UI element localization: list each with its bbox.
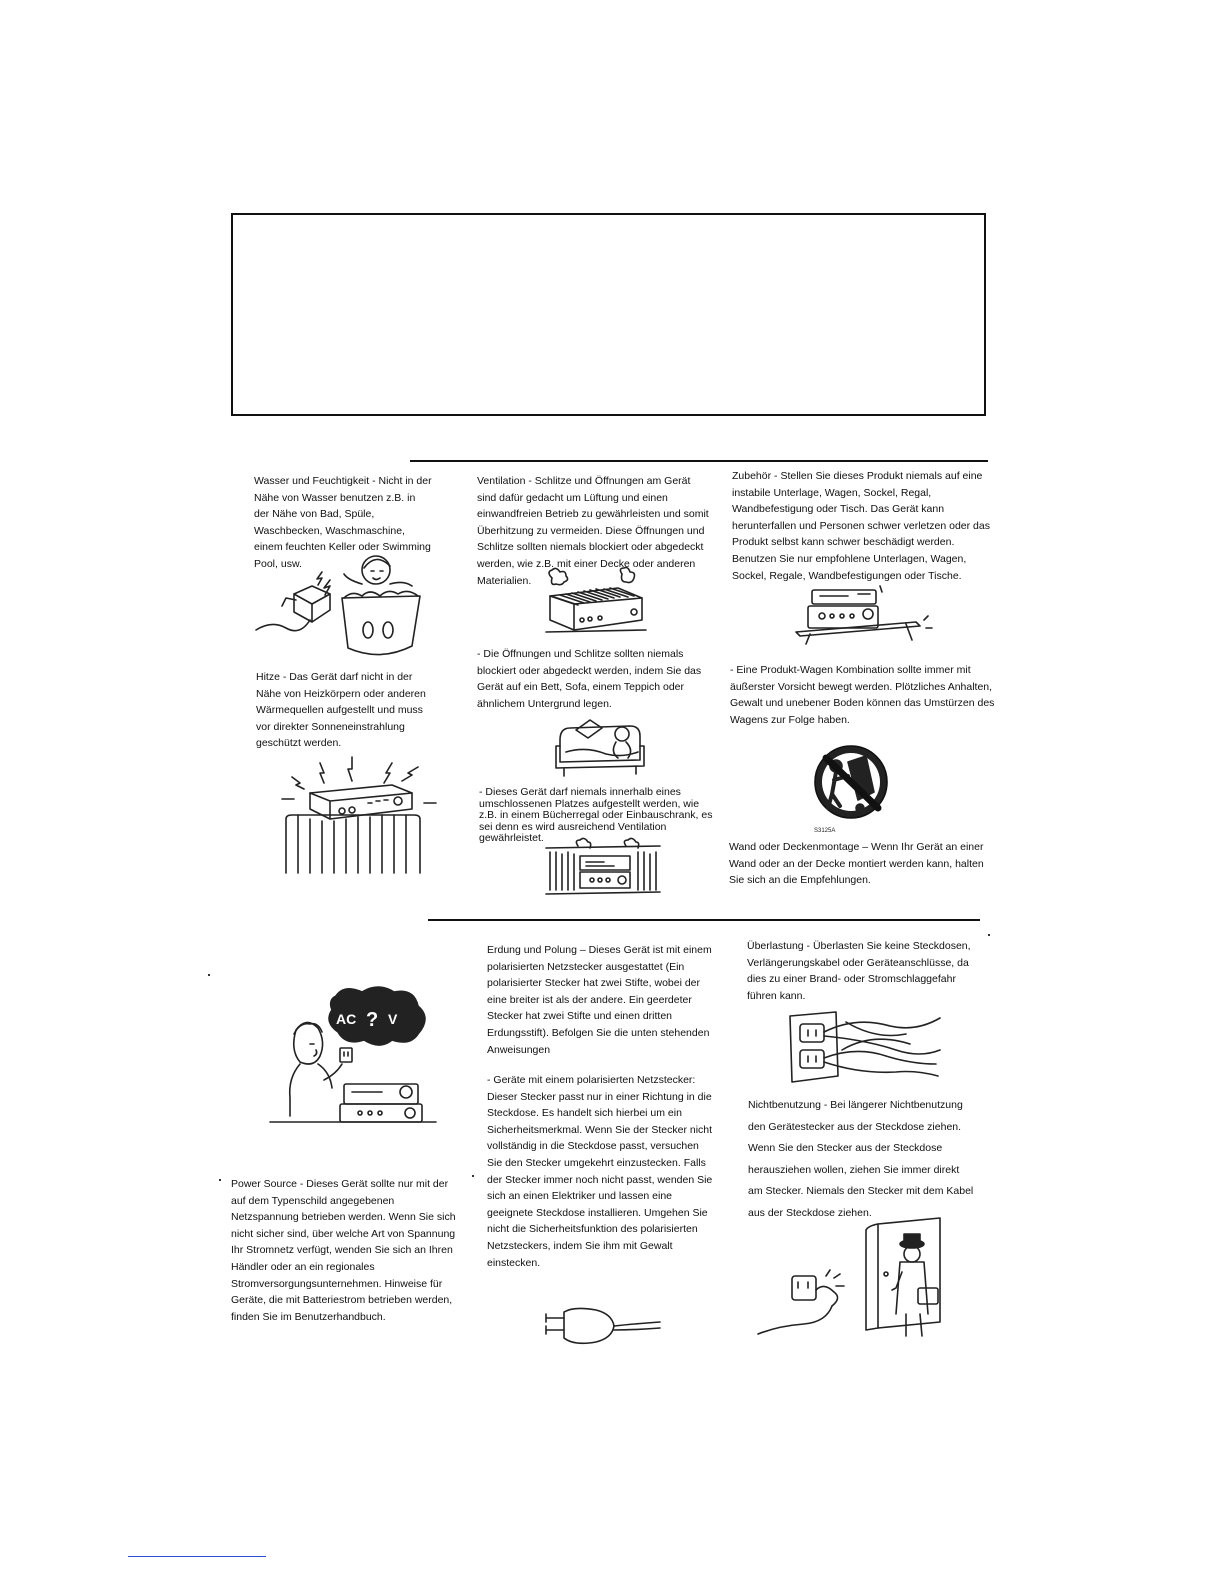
scan-speck [208,974,210,976]
section-divider-top [410,460,988,462]
unstable-table-illustration [796,582,936,644]
polarized-plug-illustration [542,1304,662,1346]
heat-text: Hitze - Das Gerät darf nicht in der Nähe von Heizkörpern oder anderen Wärmequellen aufgestellt und muss vor direkter Sonneneinstrahlung geschützt werden. [256,671,426,750]
bubble-ac-label: AC [336,1011,357,1027]
cart-warning-icon [808,744,898,834]
ventilation-enclosed-text: - Dieses Gerät darf niemals innerhalb eines umschlossenen Platzes aufgestellt werden, wie z.B. in einem Bücherregal oder Einbauschrank, es sei denn es wird ausreichend Ventilation gewährleistet. [479,786,713,844]
polarized-plug-text: - Geräte mit einem polarisierten Netzstecker: Dieser Stecker passt nur in einer Richtung in die Steckdose. Es handelt sich hierbei um ein Sicherheitsmerkmal. Wenn Sie der Stecker nicht vollständig in die Steckdose passt, versuchen Sie den Stecker umgekehrt einzustecken. Falls der Stecker immer noch nicht passt, wenden Sie sich an einen Elektriker und lassen eine geeignete Steckdose installieren. Umgehen Sie nicht die Sicherheitsfunktion des polarisierten Netzsteckers, indem Sie ihm mit Gewalt einstecken. [487,1074,713,1269]
wall-mount-text: Wand oder Deckenmontage – Wenn Ihr Gerät an einer Wand oder an der Decke montiert werden kann, halten Sie sich an die Empfehlungen. [729,841,984,887]
cart-text: - Eine Produkt-Wagen Kombination sollte immer mit äußerster Vorsicht bewegt werden. Plötzliches Anhalten, Gewalt und unebener Boden können das Umstürzen des Wagens zur Folge haben. [730,664,995,726]
accessories-text: Zubehör - Stellen Sie dieses Produkt niemals auf eine instabile Unterlage, Wagen, Sockel, Regal, Wandbefestigung oder Tisch. Das Gerät kann herunterfallen und Personen schwer verletzen oder das Produkt selbst kann schwer beschädigt werden. Benutzen Sie nur empfohlene Unterlagen, Wagen, Sockel, Regale, Wandbefestigungen oder Tische. [732,470,990,582]
unplug-leaving-illustration [754,1218,944,1340]
section-divider-middle [428,919,980,921]
bubble-v-label: V [388,1011,398,1027]
bookshelf-illustration [544,840,662,898]
overloaded-outlet-illustration [786,1010,942,1084]
bathtub-illustration [252,550,432,662]
scan-speck [219,1179,221,1181]
radiator-illustration [280,757,440,877]
cart-code-label: S3125A [814,828,836,834]
empty-header-box [231,213,986,416]
overload-text: Überlastung - Überlasten Sie keine Steckdosen, Verlängerungskabel oder Geräteanschlüsse, da dies zu einer Brand- oder Stromschlaggefahr führen kann. [747,940,971,1002]
grounding-text: Erdung und Polung – Dieses Gerät ist mit einem polarisierten Netzstecker ausgestattet (Ein polarisierter Stecker hat zwei Stifte, wobei der eine breiter ist als der andere. Ein geerdeter Stecker hat zwei Stifte und einen dritten Erdungsstift). Befolgen Sie die unten stehenden Anweisungen [487,944,712,1056]
covered-device-illustration [538,570,650,640]
scan-speck [472,1175,474,1177]
non-use-text: Nichtbenutzung - Bei längerer Nichtbenutzung den Gerätestecker aus der Steckdose ziehen. Wenn Sie den Stecker aus der Steckdose herausziehen wollen, ziehen Sie immer direkt am Stecker. Niemals den Stecker mit dem Kabel aus der Steckdose ziehen. [748,1099,974,1219]
bubble-question-label: ? [366,1009,379,1031]
voltage-question-illustration [270,988,436,1124]
scan-speck [988,934,990,936]
sofa-illustration [556,716,646,782]
water-text: Wasser und Feuchtigkeit - Nicht in der Nähe von Wasser benutzen z.B. in der Nähe von Bad, Spüle, Waschbecken, Waschmaschine, einem feuchten Keller oder Swimming Pool, usw. [254,475,432,570]
ventilation-text: Ventilation - Schlitze und Öffnungen am Gerät sind dafür gedacht um Lüftung und einen einwandfreien Betrieb zu gewährleisten und somit Überhitzung zu vermeiden. Diese Öffnungen und Schlitze sollten niemals blockiert oder abgedeckt werden, wie z.B. mit einer Decke oder anderen Materialien. [477,475,709,587]
power-source-text: Power Source - Dieses Gerät sollte nur mit der auf dem Typenschild angegebenen Netzspannung betrieben werden. Wenn Sie sich nicht sicher sind, über welche Art von Spannung Ihr Stromnetz verfügt, wenden Sie sich an Ihren Händler oder an ein regionales Stromversorgungsunternehmen. Hinweise für Geräte, die mit Batteriestrom betrieben werden, finden Sie im Benutzerhandbuch. [231,1178,456,1323]
footnote-separator [128,1556,266,1557]
ventilation-bed-text: - Die Öffnungen und Schlitze sollten niemals blockiert oder abgedeckt werden, indem Sie das Gerät auf ein Bett, Sofa, einem Teppich oder ähnlichem Untergrund legen. [477,648,702,710]
